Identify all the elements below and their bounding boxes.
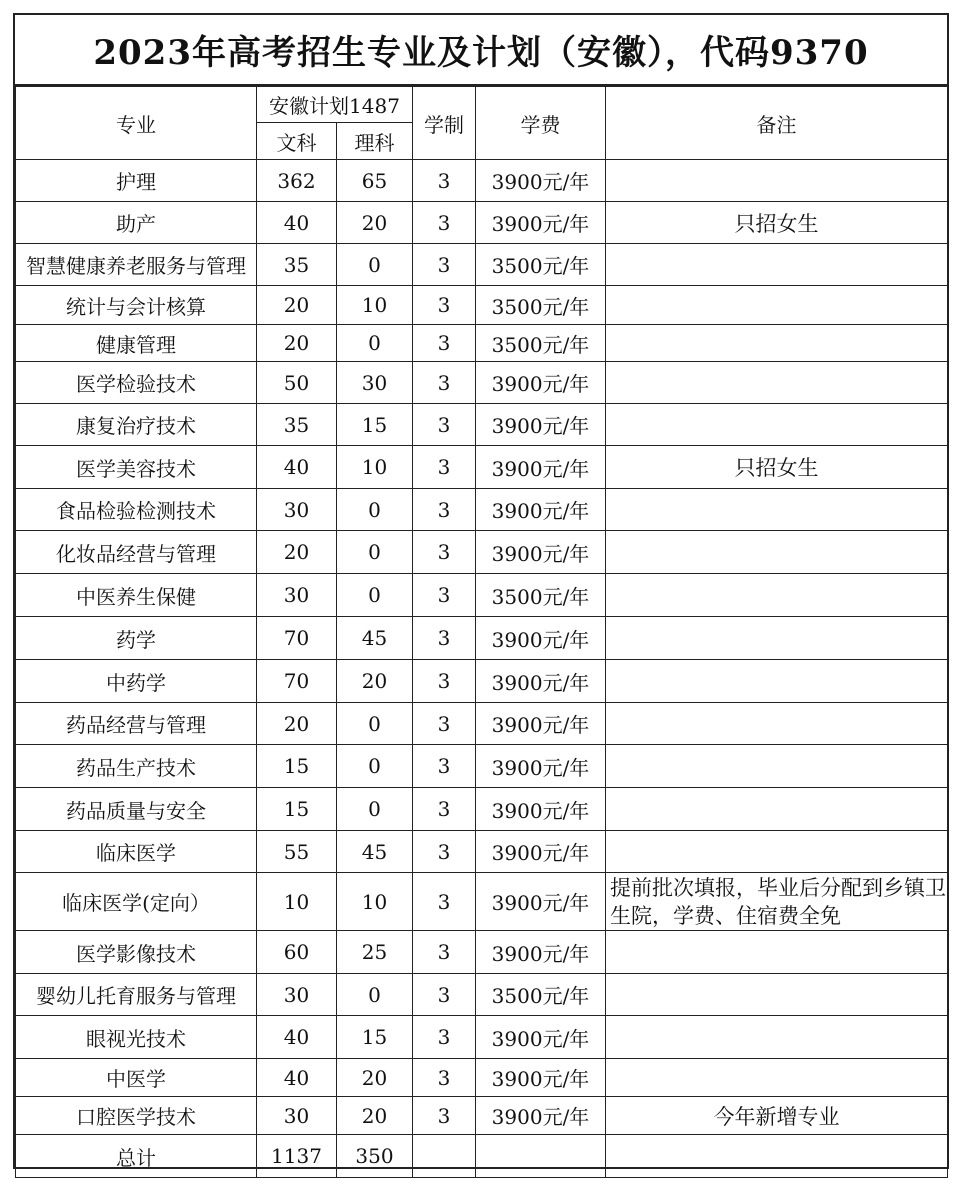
cell-liberal-arts: 30 [257, 489, 337, 531]
header-duration: 学制 [413, 87, 476, 160]
cell-major: 药品生产技术 [16, 745, 257, 788]
cell-liberal-arts: 10 [257, 873, 337, 931]
cell-science: 45 [337, 831, 413, 873]
cell-tuition: 3900元/年 [476, 362, 606, 404]
cell-major: 临床医学(定向） [16, 873, 257, 931]
enrollment-table [15, 86, 948, 1178]
cell-major: 健康管理 [16, 325, 257, 362]
cell-science: 0 [337, 325, 413, 362]
table-row [16, 531, 948, 574]
table-row [16, 286, 948, 325]
cell-note [606, 574, 948, 617]
cell-science: 15 [337, 1016, 413, 1059]
cell-major: 药品质量与安全 [16, 788, 257, 831]
cell-tuition: 3900元/年 [476, 202, 606, 244]
cell-science: 0 [337, 703, 413, 745]
cell-note: 今年新增专业 [606, 1097, 948, 1135]
cell-major: 中医学 [16, 1059, 257, 1097]
cell-liberal-arts: 362 [257, 160, 337, 202]
cell-duration: 3 [413, 831, 476, 873]
cell-duration: 3 [413, 286, 476, 325]
cell-tuition: 3900元/年 [476, 489, 606, 531]
cell-tuition: 3500元/年 [476, 325, 606, 362]
cell-science: 0 [337, 574, 413, 617]
cell-duration: 3 [413, 1059, 476, 1097]
cell-science: 0 [337, 244, 413, 286]
cell-liberal-arts: 40 [257, 446, 337, 489]
cell-science: 0 [337, 788, 413, 831]
table-row [16, 404, 948, 446]
cell-major: 医学影像技术 [16, 931, 257, 974]
cell-total-science: 350 [337, 1135, 413, 1178]
table-row [16, 660, 948, 703]
table-row [16, 831, 948, 873]
total-row [16, 1135, 948, 1178]
cell-note [606, 531, 948, 574]
cell-liberal-arts: 30 [257, 574, 337, 617]
table-row [16, 1097, 948, 1135]
cell-note [606, 745, 948, 788]
cell-liberal-arts: 15 [257, 745, 337, 788]
cell-science: 20 [337, 1097, 413, 1135]
cell-duration: 3 [413, 489, 476, 531]
cell-duration: 3 [413, 202, 476, 244]
cell-major: 中药学 [16, 660, 257, 703]
table-row [16, 574, 948, 617]
cell-tuition: 3900元/年 [476, 531, 606, 574]
table-row [16, 362, 948, 404]
cell-liberal-arts: 30 [257, 974, 337, 1016]
cell-major: 口腔医学技术 [16, 1097, 257, 1135]
cell-major: 医学检验技术 [16, 362, 257, 404]
cell-tuition: 3900元/年 [476, 1059, 606, 1097]
cell-major: 护理 [16, 160, 257, 202]
table-row [16, 202, 948, 244]
table-row [16, 974, 948, 1016]
cell-tuition: 3900元/年 [476, 873, 606, 931]
cell-science: 65 [337, 160, 413, 202]
table-row [16, 244, 948, 286]
cell-note [606, 660, 948, 703]
cell-tuition: 3900元/年 [476, 404, 606, 446]
cell-duration: 3 [413, 931, 476, 974]
cell-science: 0 [337, 531, 413, 574]
cell-note [606, 974, 948, 1016]
cell-major: 临床医学 [16, 831, 257, 873]
cell-duration: 3 [413, 446, 476, 489]
header-major: 专业 [16, 87, 257, 160]
header-tuition: 学费 [476, 87, 606, 160]
header-row-top [16, 87, 948, 123]
cell-major: 医学美容技术 [16, 446, 257, 489]
cell-tuition: 3900元/年 [476, 831, 606, 873]
cell-note [606, 1016, 948, 1059]
table-row [16, 617, 948, 660]
cell-major: 统计与会计核算 [16, 286, 257, 325]
header-liberal-arts: 文科 [257, 123, 337, 160]
cell-major: 婴幼儿托育服务与管理 [16, 974, 257, 1016]
cell-liberal-arts: 40 [257, 202, 337, 244]
cell-tuition: 3500元/年 [476, 286, 606, 325]
cell-liberal-arts: 50 [257, 362, 337, 404]
cell-science: 25 [337, 931, 413, 974]
cell-tuition: 3900元/年 [476, 745, 606, 788]
table-row [16, 703, 948, 745]
cell-tuition: 3900元/年 [476, 788, 606, 831]
cell-major: 助产 [16, 202, 257, 244]
cell-duration: 3 [413, 703, 476, 745]
cell-science: 45 [337, 617, 413, 660]
cell-duration: 3 [413, 244, 476, 286]
cell-total-liberal-arts: 1137 [257, 1135, 337, 1178]
table-row [16, 489, 948, 531]
cell-major: 食品检验检测技术 [16, 489, 257, 531]
header-notes: 备注 [606, 87, 948, 160]
cell-major: 药学 [16, 617, 257, 660]
cell-note [606, 703, 948, 745]
cell-science: 10 [337, 286, 413, 325]
cell-science: 0 [337, 974, 413, 1016]
cell-tuition: 3900元/年 [476, 160, 606, 202]
cell-duration: 3 [413, 1016, 476, 1059]
table-row [16, 1059, 948, 1097]
cell-major: 中医养生保健 [16, 574, 257, 617]
table-row [16, 1016, 948, 1059]
cell-duration: 3 [413, 617, 476, 660]
table-row [16, 873, 948, 931]
cell-liberal-arts: 20 [257, 531, 337, 574]
cell-science: 10 [337, 446, 413, 489]
cell-note [606, 617, 948, 660]
cell-note: 提前批次填报，毕业后分配到乡镇卫生院，学费、住宿费全免 [606, 873, 948, 931]
cell-note [606, 404, 948, 446]
cell-duration: 3 [413, 404, 476, 446]
cell-liberal-arts: 30 [257, 1097, 337, 1135]
cell-note [606, 244, 948, 286]
cell-liberal-arts: 70 [257, 660, 337, 703]
cell-duration: 3 [413, 1097, 476, 1135]
cell-science: 10 [337, 873, 413, 931]
table-row [16, 931, 948, 974]
cell-major: 智慧健康养老服务与管理 [16, 244, 257, 286]
cell-liberal-arts: 40 [257, 1059, 337, 1097]
cell-science: 0 [337, 745, 413, 788]
cell-note [606, 788, 948, 831]
cell-tuition: 3900元/年 [476, 1016, 606, 1059]
cell-tuition: 3500元/年 [476, 244, 606, 286]
cell-total-label: 总计 [16, 1135, 257, 1178]
header-science: 理科 [337, 123, 413, 160]
cell-note [606, 1059, 948, 1097]
cell-note [606, 286, 948, 325]
cell-liberal-arts: 20 [257, 325, 337, 362]
table-row [16, 446, 948, 489]
cell-liberal-arts: 60 [257, 931, 337, 974]
cell-science: 15 [337, 404, 413, 446]
cell-science: 30 [337, 362, 413, 404]
cell-tuition: 3900元/年 [476, 1097, 606, 1135]
cell-duration: 3 [413, 325, 476, 362]
cell-liberal-arts: 40 [257, 1016, 337, 1059]
cell-note [606, 362, 948, 404]
cell-duration: 3 [413, 160, 476, 202]
enrollment-plan-sheet [13, 13, 949, 1169]
cell-liberal-arts: 20 [257, 286, 337, 325]
cell-duration: 3 [413, 660, 476, 703]
cell-tuition: 3900元/年 [476, 703, 606, 745]
cell-major: 眼视光技术 [16, 1016, 257, 1059]
cell-duration: 3 [413, 574, 476, 617]
cell-liberal-arts: 20 [257, 703, 337, 745]
cell-liberal-arts: 70 [257, 617, 337, 660]
cell-tuition: 3900元/年 [476, 446, 606, 489]
cell-note: 只招女生 [606, 446, 948, 489]
cell-liberal-arts: 35 [257, 404, 337, 446]
cell-tuition: 3900元/年 [476, 931, 606, 974]
table-row [16, 788, 948, 831]
cell-tuition: 3500元/年 [476, 574, 606, 617]
table-row [16, 325, 948, 362]
page-title: 2023年高考招生专业及计划（安徽），代码9370 [15, 15, 947, 86]
cell-duration: 3 [413, 745, 476, 788]
cell-liberal-arts: 15 [257, 788, 337, 831]
cell-duration: 3 [413, 362, 476, 404]
header-plan-group: 安徽计划1487 [257, 87, 413, 123]
cell-science: 20 [337, 660, 413, 703]
cell-tuition: 3500元/年 [476, 974, 606, 1016]
cell-note [606, 325, 948, 362]
cell-note [606, 489, 948, 531]
cell-science: 20 [337, 1059, 413, 1097]
cell-note [606, 831, 948, 873]
cell-note: 只招女生 [606, 202, 948, 244]
cell-duration: 3 [413, 531, 476, 574]
table-row [16, 745, 948, 788]
cell-liberal-arts: 55 [257, 831, 337, 873]
cell-science: 0 [337, 489, 413, 531]
cell-major: 康复治疗技术 [16, 404, 257, 446]
cell-note [606, 931, 948, 974]
cell-duration: 3 [413, 788, 476, 831]
cell-tuition: 3900元/年 [476, 660, 606, 703]
table-row [16, 160, 948, 202]
cell-science: 20 [337, 202, 413, 244]
cell-total-tuition [476, 1135, 606, 1178]
cell-tuition: 3900元/年 [476, 617, 606, 660]
cell-duration: 3 [413, 873, 476, 931]
cell-major: 药品经营与管理 [16, 703, 257, 745]
cell-total-note [606, 1135, 948, 1178]
cell-major: 化妆品经营与管理 [16, 531, 257, 574]
cell-total-duration [413, 1135, 476, 1178]
cell-note [606, 160, 948, 202]
cell-liberal-arts: 35 [257, 244, 337, 286]
cell-duration: 3 [413, 974, 476, 1016]
